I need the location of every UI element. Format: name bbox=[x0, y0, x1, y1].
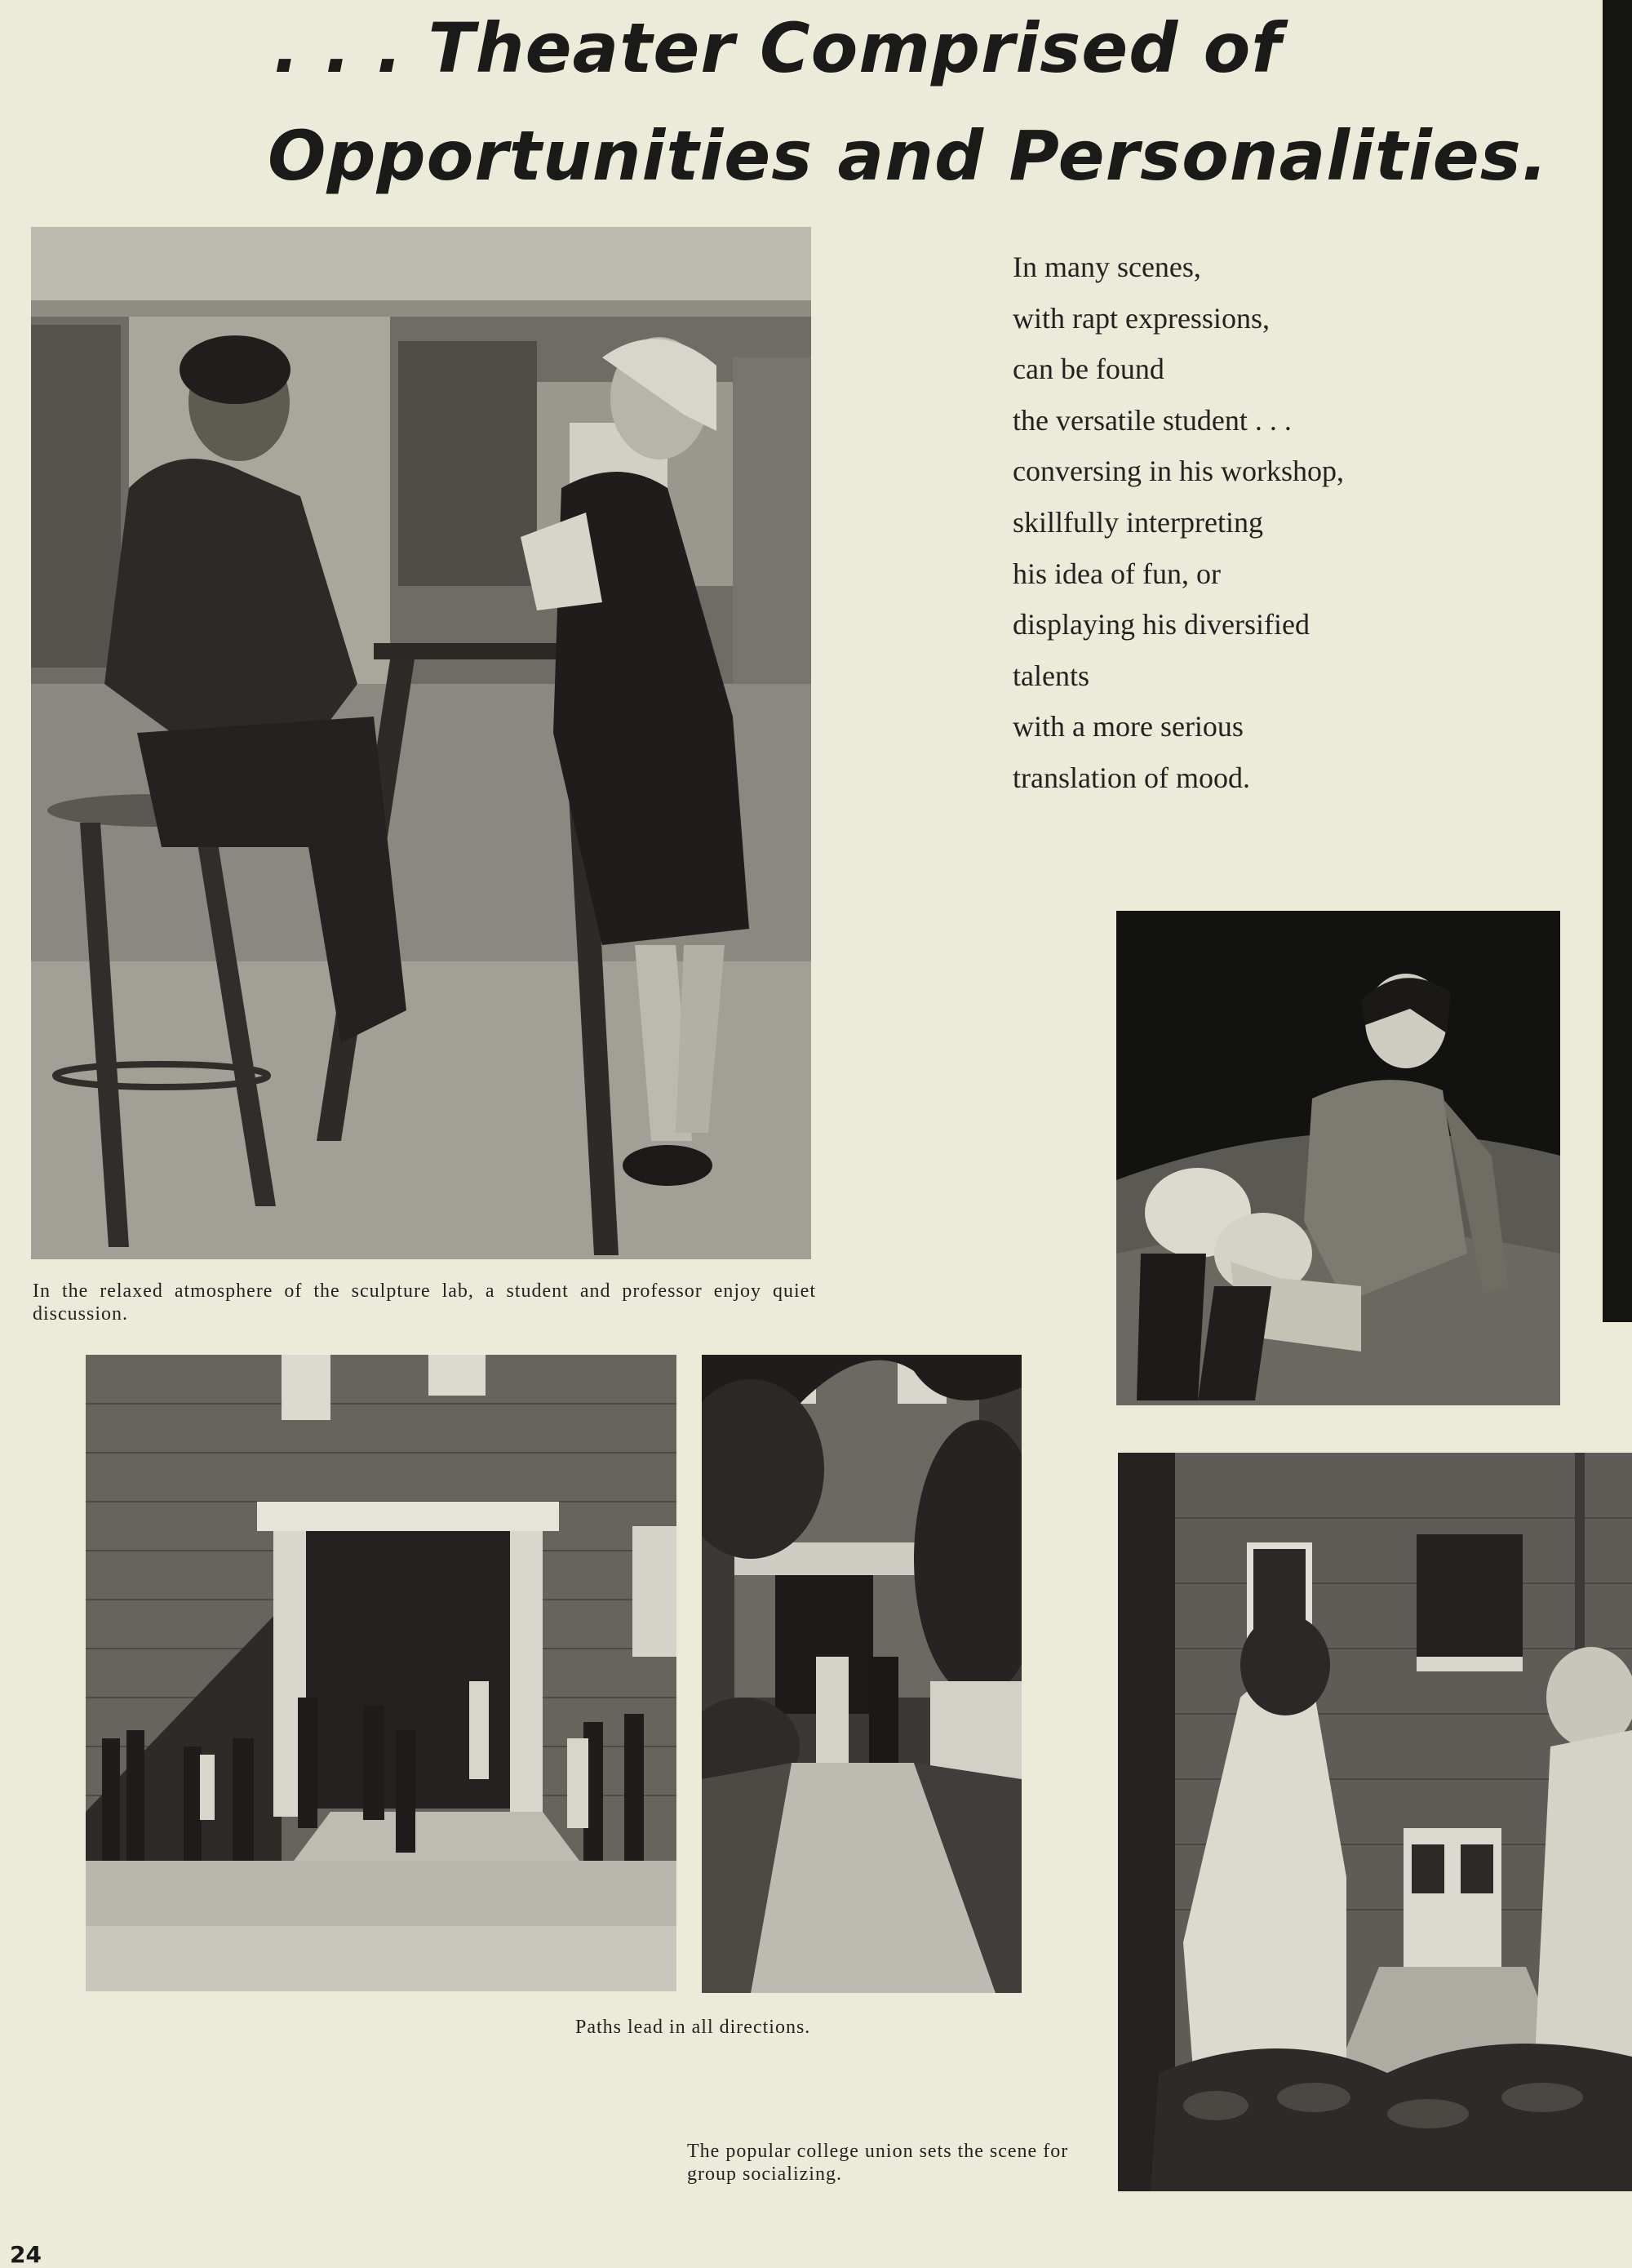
poem-line: displaying his diversified bbox=[1013, 608, 1310, 641]
campus-path-photo bbox=[702, 1355, 1022, 1993]
poem-line: with a more serious bbox=[1013, 710, 1244, 743]
heading-line-1: . . . Theater Comprised of bbox=[273, 8, 1282, 88]
poem-line: conversing in his workshop, bbox=[1013, 455, 1344, 488]
building-entrance-photo bbox=[86, 1355, 676, 1991]
paths-caption: Paths lead in all directions. bbox=[575, 2017, 811, 2038]
college-union-photo bbox=[1118, 1453, 1632, 2191]
sculpture-lab-caption: In the relaxed atmosphere of the sculpture lab, a student and professor enjoy quiet discussion. bbox=[33, 1280, 816, 1325]
poem-line: skillfully interpreting bbox=[1013, 505, 1263, 539]
seated-student-photo bbox=[1116, 911, 1560, 1405]
poem-line: with rapt expressions, bbox=[1013, 301, 1270, 335]
page-number: 24 bbox=[10, 2241, 42, 2268]
heading-line-2: Opportunities and Personalities. bbox=[268, 116, 1549, 196]
adjacent-page-edge bbox=[1603, 0, 1632, 1322]
poem-line: can be found bbox=[1013, 353, 1164, 386]
poem-line: translation of mood. bbox=[1013, 761, 1250, 794]
college-union-caption: The popular college union sets the scene for group socializing. bbox=[687, 2141, 1069, 2185]
sculpture-lab-photo bbox=[31, 227, 811, 1259]
poem-line: the versatile student . . . bbox=[1013, 403, 1292, 437]
poem-text bbox=[1013, 242, 1344, 804]
poem-line: In many scenes, bbox=[1013, 251, 1201, 283]
poem-line: his idea of fun, or bbox=[1013, 557, 1221, 590]
poem-line: talents bbox=[1013, 659, 1089, 692]
